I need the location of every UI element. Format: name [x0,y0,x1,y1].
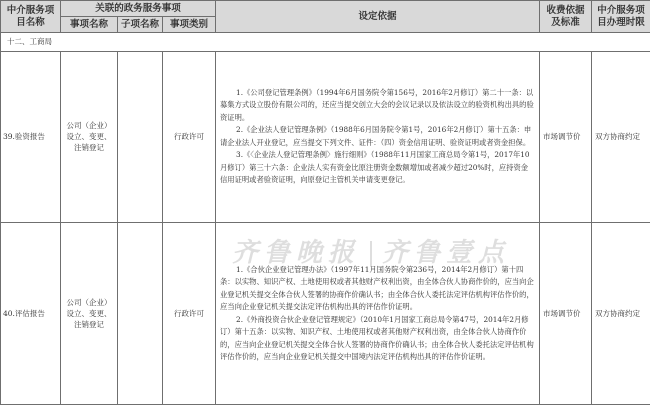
header-sub-item-name: 子项名称 [118,17,163,33]
basis-paragraph: 2.《企业法人登记管理条例》（1988年6月国务院令第1号，2016年2月修订）第十五条：申请企业法人开业登记，应当提交下列文件、证件：（四）资金信用证明、验资证明或者资金担保。 [220,125,532,147]
header-service-name: 中介服务项目名称 [1,1,61,33]
item-name: 公司（企业）设立、变更、注销登记 [61,51,118,222]
service-name: 39.验资报告 [1,51,61,222]
header-item-category: 事项类别 [163,17,216,33]
basis-text [216,223,540,405]
section-title: 十二、工商局 [1,33,650,52]
service-name: 40.评估报告 [1,223,61,405]
item-category: 行政许可 [163,223,216,405]
basis-paragraph: 3.《〈企业法人登记管理条例〉施行细则》（1988年11月国家工商总局令第1号，2017年10月修订）第三十六条：企业法人实有资金比原注册资金数额增加或者减少超过20%时，应持资金信用证明或者验资证明，向原登记主管机关申请变更登记。 [220,150,530,185]
watermark-left: 齐鲁晚报 [232,238,361,268]
basis-paragraph: 1.《合伙企业登记管理办法》（1997年11月国务院令第236号，2014年2月修订）第十四条：以实物、知识产权、土地使用权或者其他财产权利出资，由全体合伙人协商作价的，应当向企业登记机关提交全体合伙人签署的协商作价确认书；由全体合伙人委托法定评估机构评估作价的，应当向企业登记机关提交法定评估机构出具的评估作价证明。 [220,264,534,312]
time-limit: 双方协商约定 [592,51,650,222]
table-row [1,223,650,405]
fee-basis: 市场调节价 [540,223,592,405]
fee-basis: 市场调节价 [540,51,592,222]
header-related-items: 关联的政务服务事项 [61,1,216,17]
header-time-limit: 中介服务项目办理时限 [592,1,650,33]
basis-paragraph: 2.《外商投资合伙企业登记管理规定》（2010年1月国家工商总局令第47号，2014年2月修订）第十五条：以实物、知识产权、土地使用权或者其他财产权利出资，由全体合伙人协商作价的，应当向企业登记机关提交全体合伙人签署的协商作价确认书；由全体合伙人委托法定评估机构评估作价的，应当向企业登记机关提交中国境内法定评估机构出具的评估作价证明。 [220,314,534,362]
header-fee-basis: 收费依据及标准 [540,1,592,33]
watermark-right: 齐鲁壹点 [382,238,511,268]
sub-item-name [118,223,163,405]
item-name: 公司（企业）设立、变更、注销登记 [61,223,118,405]
header-basis: 设定依据 [216,1,540,33]
sub-item-name [118,51,163,222]
header-item-name: 事项名称 [61,17,118,33]
table-row [1,51,650,222]
time-limit: 双方协商约定 [592,223,650,405]
item-category: 行政许可 [163,51,216,222]
basis-paragraph: 1.《公司登记管理条例》（1994年6月国务院令第156号，2016年2月修订）第二十一条：以募集方式设立股份有限公司的，还应当提交创立大会的会议记录以及依法设立的验资机构出具的验资证明。 [220,87,534,122]
basis-text [216,51,540,222]
